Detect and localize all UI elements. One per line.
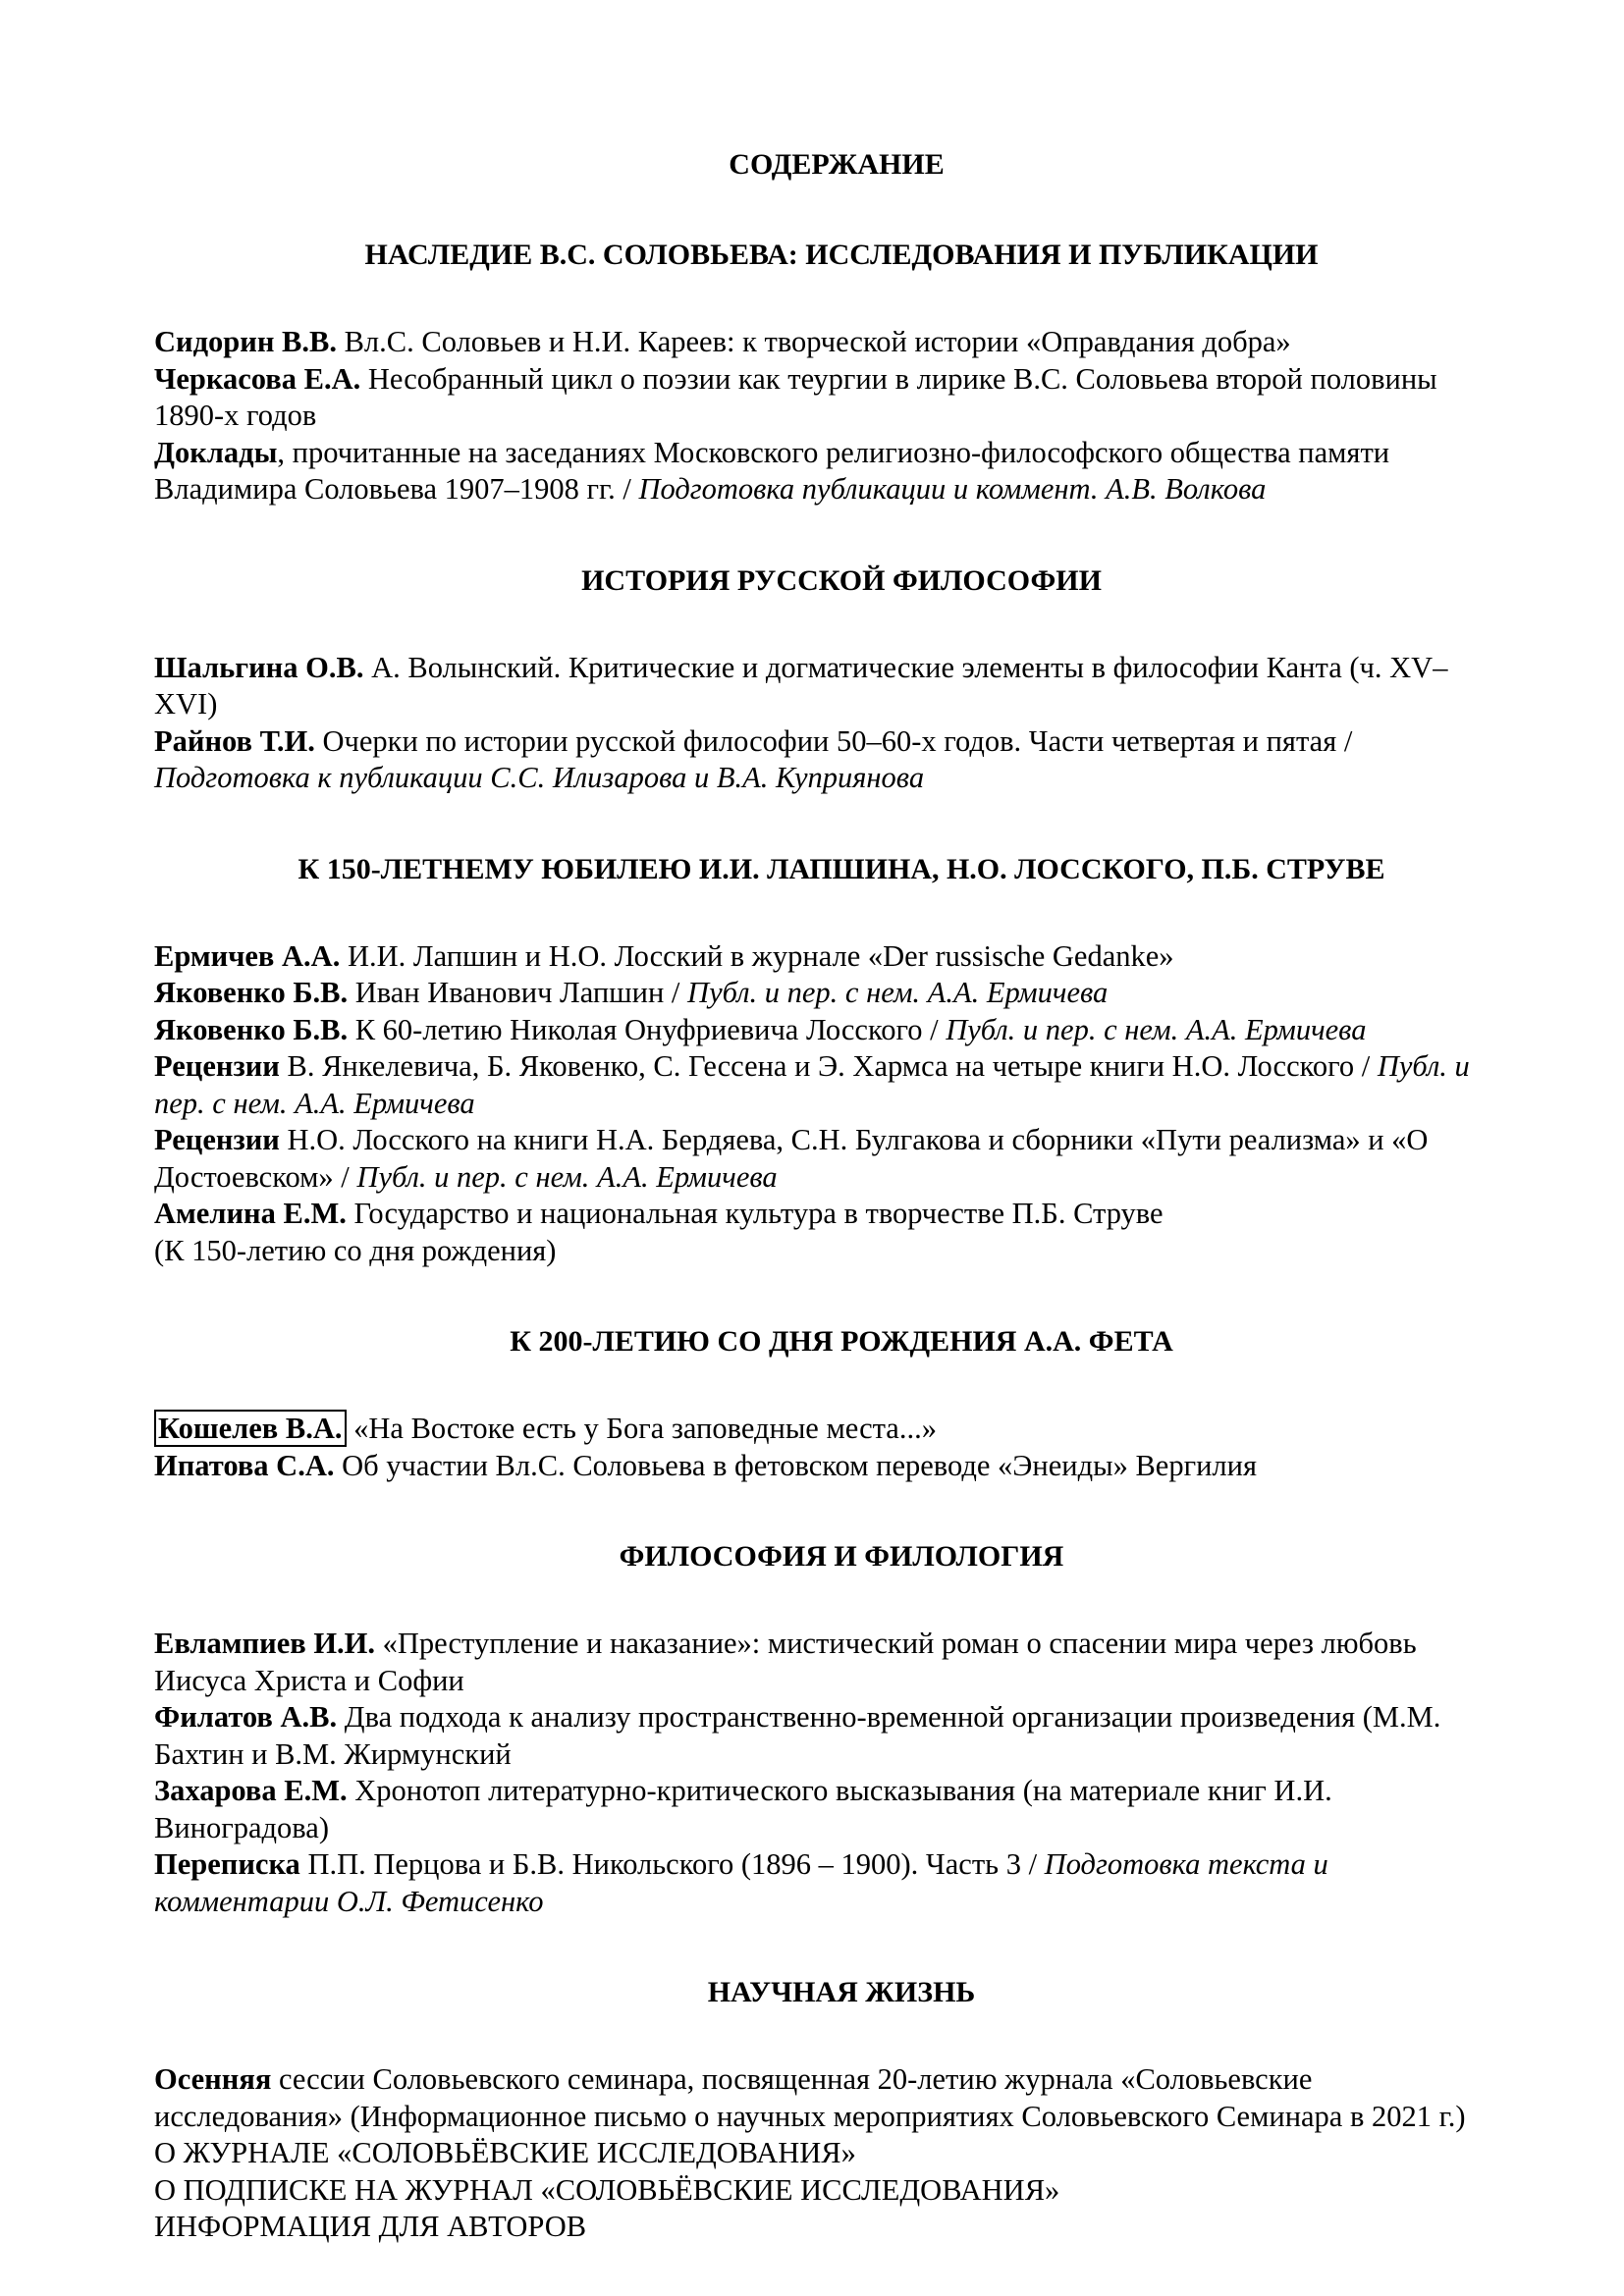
entry-author: Переписка [154, 1847, 300, 1881]
section-title: НАУЧНАЯ ЖИЗНЬ [707, 1976, 976, 2008]
toc-line-subscription[interactable]: О ПОДПИСКЕ НА ЖУРНАЛ «СОЛОВЬЁВСКИЕ ИССЛЕДОВАНИЯ» [154, 2172, 1060, 2207]
entry-author: Рецензии [154, 1123, 280, 1156]
toc-entry[interactable] [154, 938, 1499, 976]
toc-entry[interactable] [154, 2061, 1499, 2135]
entry-text: Иван Иванович Лапшин / [348, 976, 688, 1009]
entry-author: Черкасова Е.А. [154, 361, 361, 396]
entry-note: Публ. и пер. с нем. А.А. Ермичева [356, 1159, 778, 1194]
toc-entry[interactable] [154, 435, 1499, 508]
entry-text: Несобранный цикл о поэзии как теургии в лирике В.С. Соловьева второй половины 1890-х годов [154, 361, 1437, 432]
entry-list [154, 324, 1499, 508]
entry-continuation: (К 150-летию со дня рождения) [154, 1233, 557, 1267]
toc-line-authors-info[interactable]: ИНФОРМАЦИЯ ДЛЯ АВТОРОВ [154, 2210, 587, 2243]
entry-author-boxed: Кошелев В.А. [154, 1410, 347, 1447]
toc-entry[interactable] [154, 361, 1499, 435]
toc-entry[interactable] [154, 1626, 1499, 1699]
entry-note: Подготовка публикации и коммент. А.В. Волкова [638, 472, 1267, 506]
entry-text: «На Востоке есть у Бога заповедные места...» [346, 1412, 937, 1445]
entry-text: В. Янкелевича, Б. Яковенко, С. Гессена и Э. Хармса на четыре книги Н.О. Лосского / [279, 1049, 1378, 1083]
entry-author: Захарова Е.М. [154, 1774, 348, 1807]
entry-text: Об участии Вл.С. Соловьева в фетовском переводе «Энеиды» Вергилия [334, 1448, 1257, 1482]
toc-section [154, 1975, 1499, 2246]
toc-line-about-journal[interactable]: О ЖУРНАЛЕ «СОЛОВЬЁВСКИЕ ИССЛЕДОВАНИЯ» [154, 2136, 856, 2169]
entry-note: Подготовка к публикации С.С. Илизарова и В.А. Куприянова [154, 761, 925, 794]
entry-text: «Преступление и наказание»: мистический роман о спасении мира через любовь Иисуса Христа и Софии [154, 1627, 1417, 1697]
entry-author: Филатов А.В. [154, 1700, 338, 1734]
entry-list [154, 938, 1499, 1270]
section-title: ИСТОРИЯ РУССКОЙ ФИЛОСОФИИ [581, 563, 1102, 597]
entry-author: Рецензии [154, 1049, 280, 1083]
entry-author: Шальгина О.В. [154, 650, 364, 684]
entry-note: Публ. и пер. с нем. А.А. Ермичева [687, 976, 1109, 1009]
section-title: К 150-ЛЕТНЕМУ ЮБИЛЕЮ И.И. ЛАПШИНА, Н.О. ЛОССКОГО, П.Б. СТРУВЕ [298, 852, 1385, 885]
entry-list [154, 650, 1499, 797]
section-title: ФИЛОСОФИЯ И ФИЛОЛОГИЯ [619, 1540, 1064, 1573]
entry-note: Публ. и пер. с нем. А.А. Ермичева [946, 1012, 1367, 1046]
entry-text: И.И. Лапшин и Н.О. Лосский в журнале «Der russische Gedanke» [340, 938, 1174, 973]
toc-entry[interactable] [154, 1773, 1499, 1846]
toc-entry[interactable] [154, 1012, 1499, 1049]
entry-text: Государство и национальная культура в творчестве П.Б. Струве [346, 1197, 1164, 1230]
section-title: НАСЛЕДИЕ В.С. СОЛОВЬЕВА: ИССЛЕДОВАНИЯ И ПУБЛИКАЦИИ [364, 239, 1319, 271]
entry-author: Ермичев А.А. [154, 938, 341, 973]
entry-author: Райнов Т.И. [154, 723, 315, 758]
entry-text: сессии Соловьевского семинара, посвященная 20-летию журнала «Соловьевские исследования» (Информационное письмо о научных мероприятиях Соловьевского Семинара в 2021 г.) [154, 2062, 1466, 2133]
toc-entry[interactable] [154, 1122, 1499, 1196]
entry-list [154, 2061, 1499, 2246]
entry-author: Яковенко Б.В. [154, 1012, 349, 1046]
toc-entry[interactable] [154, 975, 1499, 1012]
entry-author: Яковенко Б.В. [154, 976, 349, 1009]
entry-text: Хронотоп литературно-критического высказывания (на материале книг И.И. Виноградова) [154, 1774, 1332, 1844]
page-title: СОДЕРЖАНИЕ [729, 148, 945, 181]
entry-text: Вл.С. Соловьев и Н.И. Кареев: к творческой истории «Оправдания добра» [336, 325, 1291, 358]
entry-note: Публ. и пер. с нем. А.А. Ермичева [154, 1049, 1470, 1120]
toc-entry[interactable] [154, 1846, 1499, 1920]
entry-text: К 60-летию Николая Онуфриевича Лосского / [348, 1012, 947, 1046]
section-title: К 200-ЛЕТИЮ СО ДНЯ РОЖДЕНИЯ А.А. ФЕТА [510, 1325, 1173, 1358]
entry-note: Подготовка текста и комментарии О.Л. Фетисенко [154, 1847, 1328, 1918]
toc-section [154, 1324, 1499, 1484]
entry-author: Ипатова С.А. [154, 1448, 335, 1482]
document-page [154, 147, 1499, 2246]
entry-text: Н.О. Лосского на книги Н.А. Бердяева, С.Н. Булгакова и сборники «Пути реализма» и «О Достоевском» / [154, 1123, 1429, 1194]
toc-entry[interactable] [154, 650, 1499, 723]
toc-section [154, 1539, 1499, 1920]
entry-list [154, 1411, 1499, 1484]
entry-text: Очерки по истории русской философии 50–60-х годов. Части четвертая и пятая / [314, 723, 1353, 758]
toc-entry[interactable] [154, 1196, 1499, 1233]
entry-author: Осенняя [154, 2062, 272, 2096]
toc-entry[interactable] [154, 1411, 1499, 1448]
entry-author: Евлампиев И.И. [154, 1627, 376, 1660]
entry-author: Амелина Е.М. [154, 1197, 347, 1230]
entry-text: П.П. Перцова и Б.В. Никольского (1896 – 1900). Часть 3 / [299, 1847, 1045, 1881]
toc-section [154, 238, 1499, 508]
entry-author: Сидорин В.В. [154, 325, 337, 358]
toc-entry[interactable] [154, 723, 1499, 797]
entry-list [154, 1626, 1499, 1920]
entry-text: Два подхода к анализу пространственно-временной организации произведения (М.М. Бахтин и В.М. Жирмунский [154, 1700, 1441, 1771]
entry-text: , прочитанные на заседаниях Московского религиозно-философского общества памяти Владимира Соловьева 1907–1908 гг. / [154, 435, 1390, 506]
entry-text: А. Волынский. Критические и догматические элементы в философии Канта (ч. XV–XVI) [154, 650, 1448, 721]
entry-author: Доклады [154, 435, 278, 469]
toc-entry[interactable] [154, 324, 1499, 361]
toc-entry[interactable] [154, 1448, 1499, 1485]
toc-entry[interactable] [154, 1048, 1499, 1122]
toc-section [154, 852, 1499, 1270]
toc-entry[interactable] [154, 1699, 1499, 1773]
toc-section [154, 563, 1499, 797]
